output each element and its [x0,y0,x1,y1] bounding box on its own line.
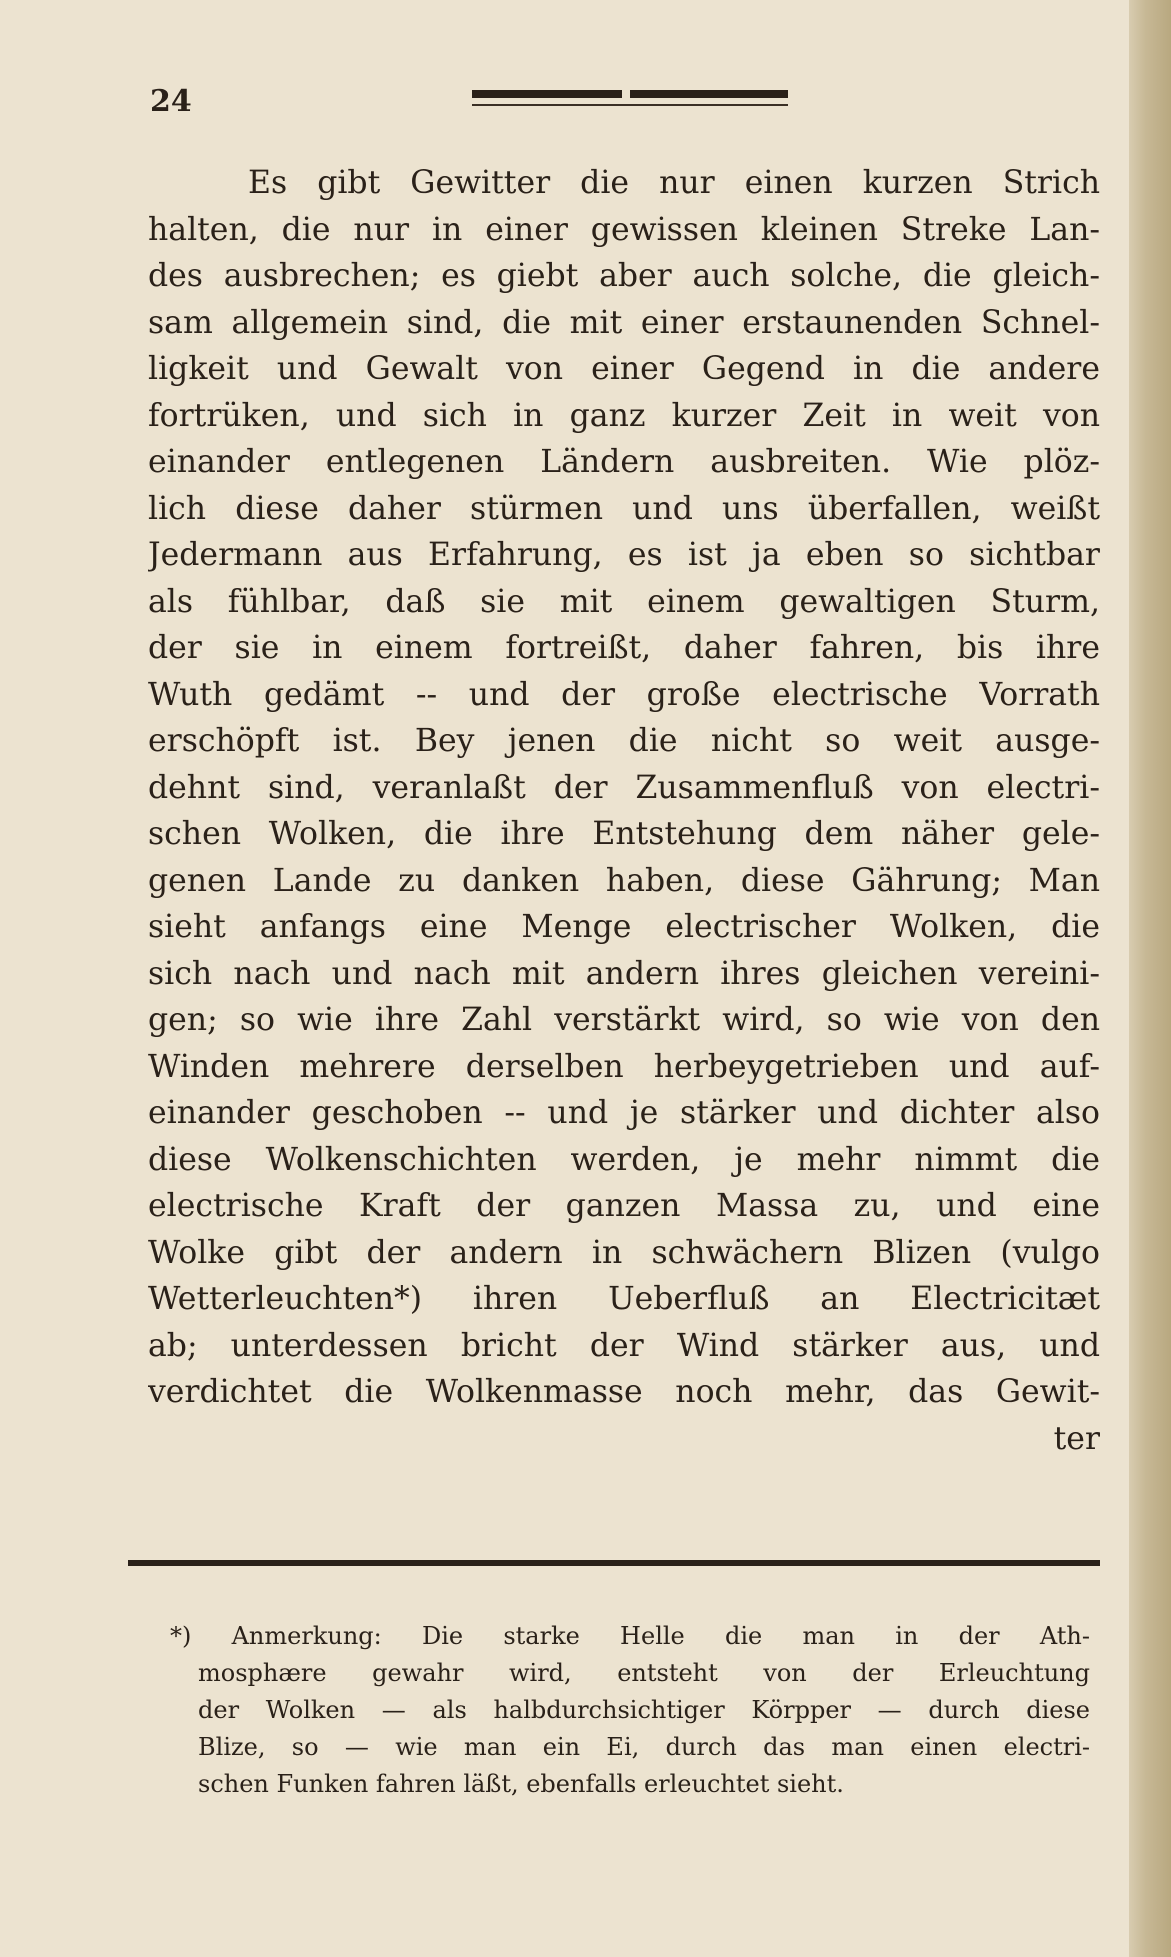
text-line: der sie in einem fortreißt, daher fahren, bis ihre [148,630,1100,666]
text-line: diese Wolkenschichten werden, je mehr nimmt die [148,1141,1100,1178]
text-line: Wuth gedämt -- und der große electrische Vorrath [148,676,1100,713]
text-line: Winden mehrere derselben herbeygetrieben und auf- [148,1048,1100,1085]
text-line: lich diese daher stürmen und uns überfallen, weißt [148,490,1100,527]
footnote-line: mosphære gewahr wird, entsteht von der Erleuchtung [198,1659,1090,1687]
text-line: ab; unterdessen bricht der Wind stärker aus, und [148,1327,1100,1364]
text-line: sam allgemein sind, die mit einer erstaunenden Schnel- [148,304,1100,341]
header-ornament-rule [472,90,788,108]
footnote-line: Blize, so — wie man ein Ei, durch das man einen electri- [198,1733,1090,1761]
text-line: einander geschoben -- und je stärker und dichter also [148,1095,1100,1131]
text-line: schen Wolken, die ihre Entstehung dem näher gele- [148,816,1100,852]
text-line: verdichtet die Wolkenmasse noch mehr, das Gewit- [148,1374,1100,1410]
footnote-line: der Wolken — als halbdurchsichtiger Körpper — durch diese [198,1696,1090,1724]
header-rule-thin [472,104,788,106]
footnote-line: *) Anmerkung: Die starke Helle die man in der Ath- [170,1622,1090,1650]
footnote-line: schen Funken fahren läßt, ebenfalls erleuchtet sieht. [198,1770,844,1798]
text-line: Wolke gibt der andern in schwächern Blizen (vulgo [148,1234,1100,1271]
header-rule-left [472,90,622,98]
text-line: sieht anfangs eine Menge electrischer Wolken, die [148,909,1100,945]
text-line: Wetterleuchten*) ihren Ueberfluß an Electricitæt [148,1281,1100,1317]
text-line: fortrüken, und sich in ganz kurzer Zeit in weit von [148,397,1100,434]
text-line: Es gibt Gewitter die nur einen kurzen Strich [248,165,1100,201]
header-rule-right [630,90,788,98]
text-line: ligkeit und Gewalt von einer Gegend in die andere [148,351,1100,387]
text-line: genen Lande zu danken haben, diese Gährung; Man [148,862,1100,899]
body-text [148,160,1100,1462]
footnote-divider [128,1560,1100,1566]
text-line: erschöpft ist. Bey jenen die nicht so weit ausge- [148,723,1100,759]
text-line: als fühlbar, daß sie mit einem gewaltigen Sturm, [148,583,1100,620]
text-line: gen; so wie ihre Zahl verstärkt wird, so wie von den [148,1002,1100,1038]
text-line: des ausbrechen; es giebt aber auch solche, die gleich- [148,258,1100,294]
text-line: halten, die nur in einer gewissen kleinen Streke Lan- [148,211,1100,248]
text-line: dehnt sind, veranlaßt der Zusammenfluß von electri- [148,769,1100,806]
book-gutter [1129,0,1171,1957]
footnote [150,1618,1090,1803]
text-line: einander entlegenen Ländern ausbreiten. Wie plöz- [148,444,1100,480]
catchword: ter [1053,1420,1100,1457]
page-number: 24 [150,84,192,119]
text-line: sich nach und nach mit andern ihres gleichen vereini- [148,955,1100,992]
text-line: Jedermann aus Erfahrung, es ist ja eben so sichtbar [148,537,1100,573]
text-line: electrische Kraft der ganzen Massa zu, und eine [148,1188,1100,1224]
